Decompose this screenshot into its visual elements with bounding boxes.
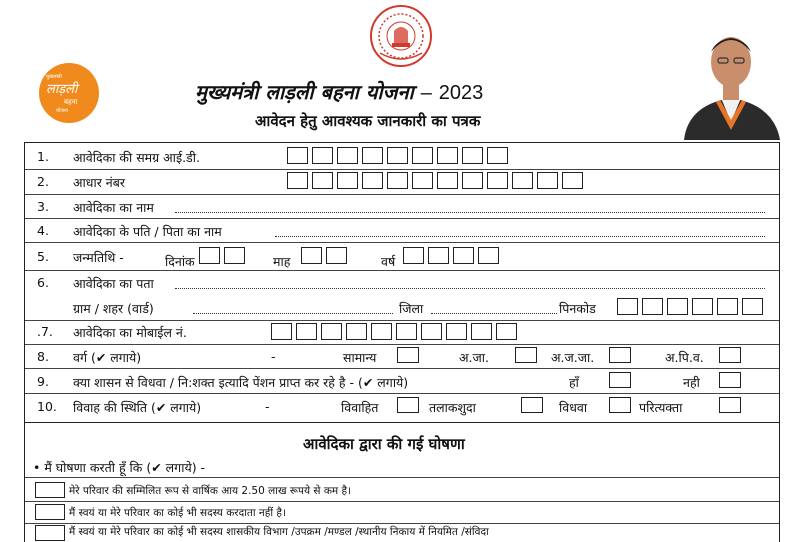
- digit-box[interactable]: [437, 147, 458, 164]
- digit-box[interactable]: [471, 323, 492, 340]
- divider: [25, 320, 779, 321]
- digit-box[interactable]: [617, 298, 638, 315]
- digit-box[interactable]: [453, 247, 474, 264]
- digit-box[interactable]: [387, 147, 408, 164]
- divider: [25, 501, 779, 502]
- digit-box[interactable]: [642, 298, 663, 315]
- option-obc-label: अ.पि.व.: [665, 350, 704, 365]
- digit-box[interactable]: [271, 323, 292, 340]
- govt-employee-declaration-checkbox[interactable]: [35, 525, 65, 541]
- digit-box[interactable]: [437, 172, 458, 189]
- page-subtitle: आवेदन हेतु आवश्यक जानकारी का पत्रक: [255, 112, 481, 130]
- option-widow-label: विधवा: [559, 400, 588, 415]
- divider: [25, 169, 779, 170]
- chief-minister-photo-icon: [676, 10, 786, 140]
- field-number: .7.: [37, 324, 53, 339]
- pension-yes-checkbox[interactable]: [609, 372, 631, 388]
- field-number: 9.: [37, 374, 49, 389]
- field-label: वर्ग (✔ लगाये): [73, 350, 142, 365]
- option-st-label: अ.ज.जा.: [551, 350, 595, 365]
- digit-box[interactable]: [742, 298, 763, 315]
- field-label: आवेदिका का मोबाईल नं.: [73, 325, 187, 340]
- digit-box[interactable]: [692, 298, 713, 315]
- field-number: 10.: [37, 399, 57, 414]
- digit-box[interactable]: [396, 323, 417, 340]
- district-label: जिला: [399, 301, 424, 316]
- day-label: दिनांक: [165, 254, 195, 269]
- field-number: 3.: [37, 199, 49, 214]
- digit-box[interactable]: [403, 247, 424, 264]
- district-field[interactable]: [431, 313, 557, 314]
- applicant-name-field[interactable]: [175, 212, 765, 213]
- digit-box[interactable]: [412, 172, 433, 189]
- field-label: विवाह की स्थिति (✔ लगाये): [73, 400, 202, 415]
- logo-top-text: मुख्यमंत्री: [46, 74, 62, 80]
- digit-box[interactable]: [462, 147, 483, 164]
- village-field[interactable]: [193, 313, 393, 314]
- option-yes-label: हाँ: [569, 375, 579, 390]
- field-label: आवेदिका की समग्र आई.डी.: [73, 150, 200, 165]
- digit-box[interactable]: [337, 147, 358, 164]
- divider: [25, 477, 779, 478]
- digit-box[interactable]: [287, 172, 308, 189]
- digit-box[interactable]: [321, 323, 342, 340]
- logo-main-text: लाड़ली: [46, 82, 78, 97]
- digit-box[interactable]: [667, 298, 688, 315]
- divorced-checkbox[interactable]: [521, 397, 543, 413]
- divider: [25, 393, 779, 394]
- digit-box[interactable]: [199, 247, 220, 264]
- divider: [25, 270, 779, 271]
- digit-box[interactable]: [412, 147, 433, 164]
- logo-tag-text: योजना: [56, 108, 68, 114]
- divider: [25, 242, 779, 243]
- declaration-item: मेरे परिवार की सम्मिलित रूप से वार्षिक आय 2.50 लाख रूपये से कम है।: [69, 485, 352, 497]
- digit-box[interactable]: [421, 323, 442, 340]
- digit-box[interactable]: [296, 323, 317, 340]
- declaration-item: मैं स्वयं या मेरे परिवार का कोई भी सदस्य करदाता नहीं है।: [69, 507, 286, 519]
- divider: [25, 218, 779, 219]
- pincode-label: पिनकोड: [559, 301, 596, 316]
- husband-father-name-field[interactable]: [275, 236, 765, 237]
- field-label: जन्मतिथि -: [73, 250, 124, 265]
- mp-emblem-icon: [370, 3, 432, 69]
- digit-box[interactable]: [224, 247, 245, 264]
- digit-box[interactable]: [287, 147, 308, 164]
- digit-box[interactable]: [362, 172, 383, 189]
- year-label: वर्ष: [381, 254, 396, 269]
- digit-box[interactable]: [478, 247, 499, 264]
- field-number: 5.: [37, 249, 49, 264]
- field-number: 8.: [37, 349, 49, 364]
- digit-box[interactable]: [362, 147, 383, 164]
- digit-box[interactable]: [387, 172, 408, 189]
- divider: [25, 368, 779, 369]
- divider: [25, 523, 779, 524]
- application-form: [24, 142, 780, 542]
- digit-box[interactable]: [428, 247, 449, 264]
- logo-sub-text: बहना: [64, 98, 78, 106]
- digit-box[interactable]: [496, 323, 517, 340]
- dash: -: [271, 349, 276, 364]
- digit-box[interactable]: [717, 298, 738, 315]
- sc-checkbox[interactable]: [515, 347, 537, 363]
- declaration-title: आवेदिका द्वारा की गई घोषणा: [303, 435, 465, 453]
- digit-box[interactable]: [326, 247, 347, 264]
- option-general-label: सामान्य: [343, 350, 377, 365]
- address-field[interactable]: [175, 288, 765, 289]
- field-number: 2.: [37, 174, 49, 189]
- field-label: आवेदिका के पति / पिता का नाम: [73, 224, 222, 239]
- declaration-intro: • मैं घोषणा करती हूँ कि (✔ लगाये) -: [33, 460, 206, 475]
- declaration-item: मैं स्वयं या मेरे परिवार का कोई भी सदस्य शासकीय विभाग /उपक्रम /मण्डल /स्थानीय निकाय में नियमित /संविदा: [69, 526, 489, 538]
- option-married-label: विवाहित: [341, 400, 379, 415]
- page-title: मुख्यमंत्री लाड़ली बहना योजना – 2023: [195, 80, 484, 104]
- village-label: ग्राम / शहर (वार्ड): [73, 301, 154, 316]
- st-checkbox[interactable]: [609, 347, 631, 363]
- option-abandoned-label: परित्यक्ता: [639, 400, 683, 415]
- option-sc-label: अ.जा.: [459, 350, 490, 365]
- income-declaration-checkbox[interactable]: [35, 482, 65, 498]
- married-checkbox[interactable]: [397, 397, 419, 413]
- widow-checkbox[interactable]: [609, 397, 631, 413]
- pension-no-checkbox[interactable]: [719, 372, 741, 388]
- field-number: 6.: [37, 275, 49, 290]
- digit-box[interactable]: [462, 172, 483, 189]
- obc-checkbox[interactable]: [719, 347, 741, 363]
- digit-box[interactable]: [346, 323, 367, 340]
- digit-box[interactable]: [371, 323, 392, 340]
- option-no-label: नही: [683, 375, 700, 390]
- digit-box[interactable]: [512, 172, 533, 189]
- divider: [25, 194, 779, 195]
- month-label: माह: [273, 254, 291, 269]
- ladli-behna-logo-icon: [38, 62, 100, 124]
- field-label: क्या शासन से विधवा / नि:शक्त इत्यादि पेंशन प्राप्त कर रहे है - (✔ लगाये): [73, 375, 409, 390]
- digit-box[interactable]: [337, 172, 358, 189]
- digit-box[interactable]: [562, 172, 583, 189]
- digit-box[interactable]: [312, 147, 333, 164]
- general-checkbox[interactable]: [397, 347, 419, 363]
- option-divorced-label: तलाकशुदा: [429, 400, 476, 415]
- divider: [25, 422, 779, 423]
- taxpayer-declaration-checkbox[interactable]: [35, 504, 65, 520]
- field-number: 4.: [37, 223, 49, 238]
- field-number: 1.: [37, 149, 49, 164]
- digit-box[interactable]: [537, 172, 558, 189]
- dash: -: [265, 399, 270, 414]
- digit-box[interactable]: [487, 147, 508, 164]
- field-label: आवेदिका का नाम: [73, 200, 154, 215]
- digit-box[interactable]: [312, 172, 333, 189]
- abandoned-checkbox[interactable]: [719, 397, 741, 413]
- digit-box[interactable]: [446, 323, 467, 340]
- digit-box[interactable]: [487, 172, 508, 189]
- field-label: आवेदिका का पता: [73, 276, 154, 291]
- digit-box[interactable]: [301, 247, 322, 264]
- field-label: आधार नंबर: [73, 175, 125, 190]
- divider: [25, 344, 779, 345]
